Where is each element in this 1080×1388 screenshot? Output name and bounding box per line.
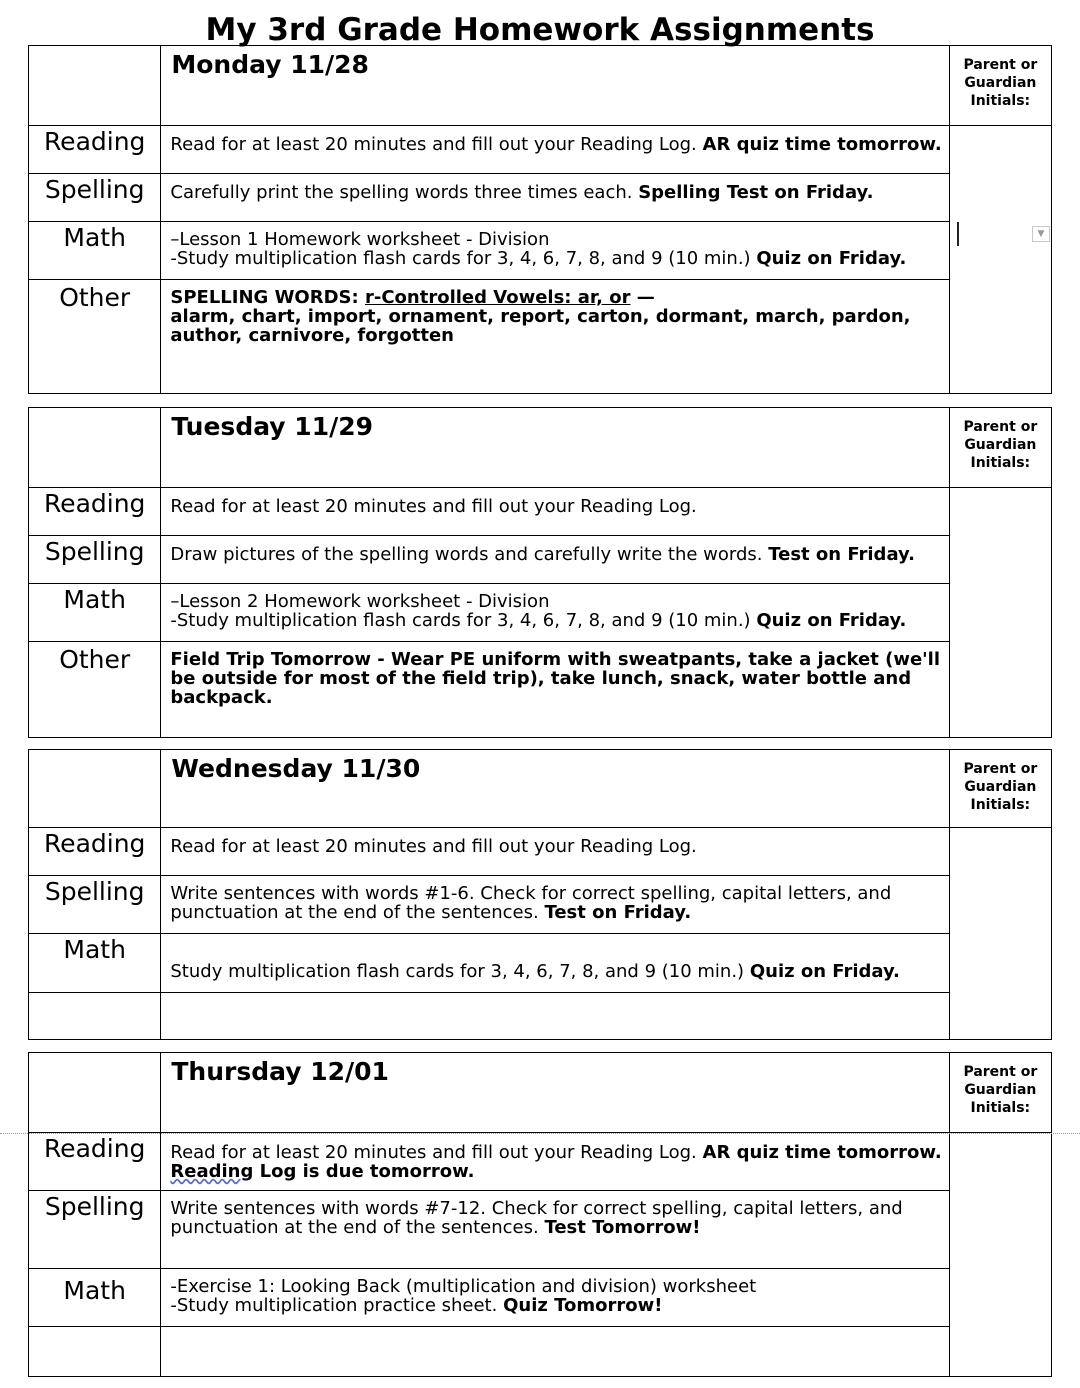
wednesday-table <box>28 749 1052 1040</box>
subject-reading: Reading <box>29 828 161 876</box>
other-assignment: Field Trip Tomorrow - Wear PE uniform with sweatpants, take a jacket (we'll be outside for most of the field trip), take lunch, snack, water bottle and backpack. <box>161 642 949 738</box>
parent-initials-field[interactable] <box>949 488 1051 738</box>
monday-table <box>28 45 1052 394</box>
subject-reading: Reading <box>29 1133 161 1191</box>
blank-assignment-cell <box>161 993 949 1040</box>
subject-math: Math <box>29 584 161 642</box>
page-title: My 3rd Grade Homework Assignments <box>205 12 875 48</box>
dropdown-arrow-icon[interactable]: ▼ <box>1032 226 1050 242</box>
subject-spelling: Spelling <box>29 174 161 222</box>
blank-subject-cell <box>29 993 161 1040</box>
thursday-table <box>28 1052 1052 1377</box>
day-heading: Wednesday 11/30 <box>161 750 949 828</box>
subject-reading: Reading <box>29 126 161 174</box>
blank-subject-header <box>29 46 161 126</box>
math-assignment: -Exercise 1: Looking Back (multiplication and division) worksheet -Study multiplication practice sheet. Quiz Tomorrow! <box>161 1269 949 1327</box>
day-heading: Thursday 12/01 <box>161 1053 949 1133</box>
day-heading: Tuesday 11/29 <box>161 408 949 488</box>
parent-initials-field[interactable] <box>949 828 1051 1040</box>
subject-math: Math <box>29 222 161 280</box>
reading-assignment: Read for at least 20 minutes and fill out your Reading Log. <box>161 488 949 536</box>
reading-assignment: Read for at least 20 minutes and fill out your Reading Log. AR quiz time tomorrow. <box>161 126 949 174</box>
math-assignment: Study multiplication flash cards for 3, 4, 6, 7, 8, and 9 (10 min.) Quiz on Friday. <box>161 934 949 993</box>
reading-assignment: Read for at least 20 minutes and fill out your Reading Log. <box>161 828 949 876</box>
page-break-line <box>0 1133 1080 1134</box>
blank-subject-header <box>29 1053 161 1133</box>
subject-reading: Reading <box>29 488 161 536</box>
subject-other: Other <box>29 642 161 738</box>
parent-initials-label: Parent or Guardian Initials: <box>949 46 1051 126</box>
other-assignment: SPELLING WORDS: r-Controlled Vowels: ar, or — alarm, chart, import, ornament, report, carton, dormant, march, pardon, author, carnivore, forgotten <box>161 280 949 394</box>
spelling-assignment: Draw pictures of the spelling words and carefully write the words. Test on Friday. <box>161 536 949 584</box>
spelling-assignment: Carefully print the spelling words three times each. Spelling Test on Friday. <box>161 174 949 222</box>
parent-initials-label: Parent or Guardian Initials: <box>949 750 1051 828</box>
subject-spelling: Spelling <box>29 876 161 934</box>
parent-initials-field[interactable] <box>949 1133 1051 1377</box>
blank-subject-header <box>29 750 161 828</box>
parent-initials-label: Parent or Guardian Initials: <box>949 408 1051 488</box>
spelling-assignment: Write sentences with words #7-12. Check for correct spelling, capital letters, and punctuation at the end of the sentences. Test Tomorrow! <box>161 1191 949 1269</box>
reading-assignment: Read for at least 20 minutes and fill out your Reading Log. AR quiz time tomorrow. Reading Log is due tomorrow. <box>161 1133 949 1191</box>
parent-initials-label: Parent or Guardian Initials: <box>949 1053 1051 1133</box>
subject-spelling: Spelling <box>29 1191 161 1269</box>
day-heading: Monday 11/28 <box>161 46 949 126</box>
blank-subject-cell <box>29 1327 161 1377</box>
spelling-assignment: Write sentences with words #1-6. Check for correct spelling, capital letters, and punctuation at the end of the sentences. Test on Friday. <box>161 876 949 934</box>
subject-spelling: Spelling <box>29 536 161 584</box>
subject-math: Math <box>29 934 161 993</box>
subject-other: Other <box>29 280 161 394</box>
blank-subject-header <box>29 408 161 488</box>
math-assignment: –Lesson 1 Homework worksheet - Division -Study multiplication flash cards for 3, 4, 6, 7, 8, and 9 (10 min.) Quiz on Friday. <box>161 222 949 280</box>
subject-math: Math <box>29 1269 161 1327</box>
parent-initials-field[interactable] <box>949 126 1051 394</box>
math-assignment: –Lesson 2 Homework worksheet - Division -Study multiplication flash cards for 3, 4, 6, 7, 8, and 9 (10 min.) Quiz on Friday. <box>161 584 949 642</box>
blank-assignment-cell <box>161 1327 949 1377</box>
tuesday-table <box>28 407 1052 738</box>
text-cursor <box>957 222 959 246</box>
